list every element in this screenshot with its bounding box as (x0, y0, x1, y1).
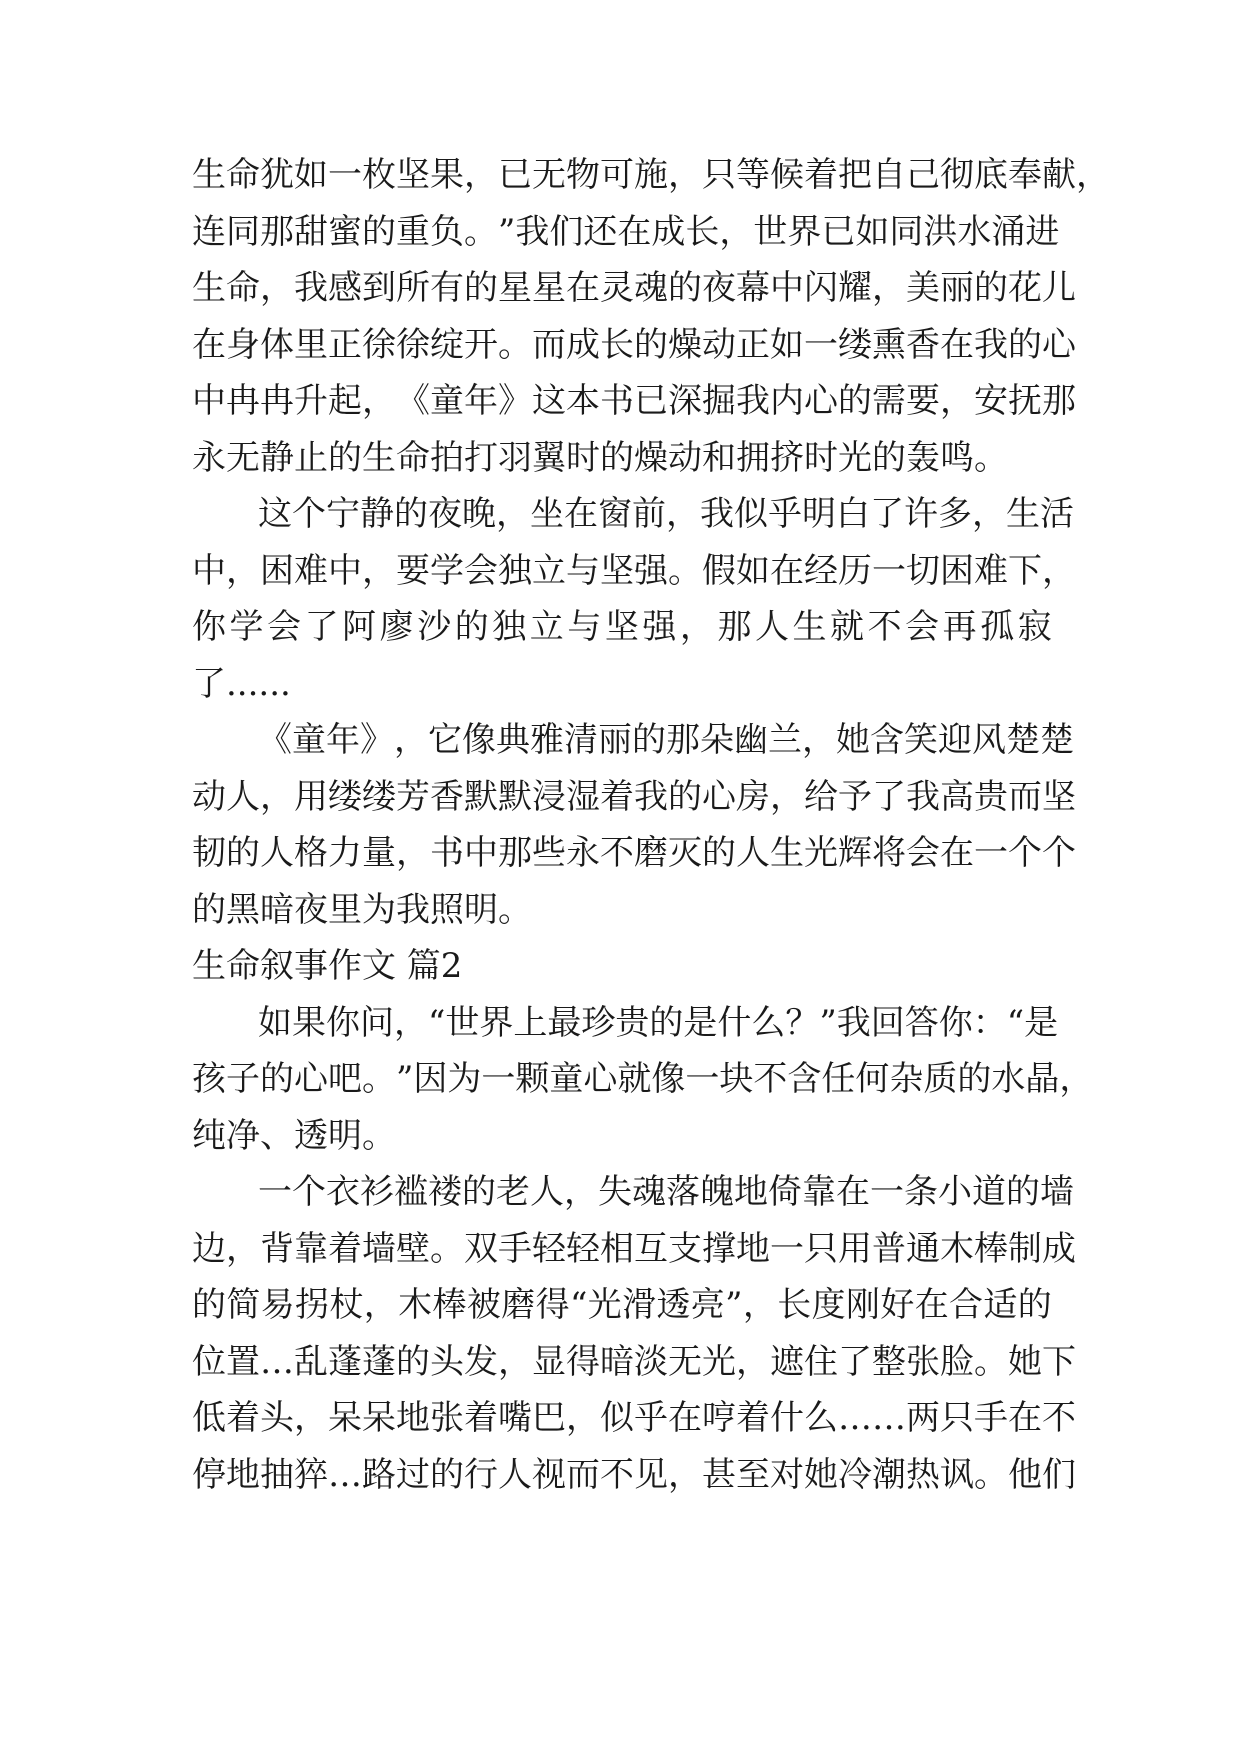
text-line: 的黑暗夜里为我照明。 (192, 889, 532, 930)
text-line: 生 命 犹 如 一 枚 坚 果 ， 已 无 物 可 施 ， 只 等 候 着 把 自 己 彻 底 奉 献 ， (192, 155, 1110, 195)
text-line: 一 个 衣 衫 褴 褛 的 老 人 ， 失 魂 落 魄 地 倚 靠 在 一 条 小 道 的 墙 (258, 1172, 1074, 1212)
text-line: 低 着 头 ， 呆 呆 地 张 着 嘴 巴 ， 似 乎 在 哼 着 什 么 … … 两 只 手 在 不 (192, 1398, 1076, 1438)
text-line: 生 命 ， 我 感 到 所 有 的 星 星 在 灵 魂 的 夜 幕 中 闪 耀 ， 美 丽 的 花 儿 (192, 268, 1076, 308)
text-line: 如 果 你 问 ， “ 世 界 上 最 珍 贵 的 是 什 么 ？ ” 我 回 答 你 ： “ 是 (258, 1002, 1059, 1043)
text-line: 动 人 ， 用 缕 缕 芳 香 默 默 浸 湿 着 我 的 心 房 ， 给 予 了 我 高 贵 而 坚 (192, 776, 1076, 817)
text-line: 中 ， 困 难 中 ， 要 学 会 独 立 与 坚 强 。 假 如 在 经 历 一 切 困 难 下 ， (192, 550, 1076, 591)
text-line: 《 童 年 》 ， 它 像 典 雅 清 丽 的 那 朵 幽 兰 ， 她 含 笑 迎 风 楚 楚 (258, 720, 1074, 760)
text-line: 的 简 易 拐 杖 ， 木 棒 被 磨 得 “ 光 滑 透 亮 ” ， 长 度 刚 好 在 合 适 的 (192, 1285, 1052, 1325)
text-line: 韧 的 人 格 力 量 ， 书 中 那 些 永 不 磨 灭 的 人 生 光 辉 将 会 在 一 个 个 (192, 833, 1076, 873)
text-line: 纯净、透明。 (192, 1115, 396, 1156)
text-line: 中 冉 冉 升 起 ， 《 童 年 》 这 本 书 已 深 掘 我 内 心 的 需 要 ， 安 抚 那 (192, 381, 1076, 421)
text-line: 在 身 体 里 正 徐 徐 绽 开 。 而 成 长 的 燥 动 正 如 一 缕 熏 香 在 我 的 心 (192, 324, 1076, 365)
text-line: 永无静止的生命拍打羽翼时的燥动和拥挤时光的轰鸣。 (192, 437, 1008, 478)
text-line: 位 置 … 乱 蓬 蓬 的 头 发 ， 显 得 暗 淡 无 光 ， 遮 住 了 整 张 脸 。 她 下 (192, 1341, 1076, 1382)
text-line: 孩 子 的 心 吧 。 ” 因 为 一 颗 童 心 就 像 一 块 不 含 任 何 杂 质 的 水 晶 ， (192, 1059, 1094, 1099)
text-line: 连 同 那 甜 蜜 的 重 负 。 ” 我 们 还 在 成 长 ， 世 界 已 如 同 洪 水 涌 进 (192, 211, 1060, 252)
text-line: 了...... (192, 663, 291, 704)
text-line: 停 地 抽 猝 … 路 过 的 行 人 视 而 不 见 ， 甚 至 对 她 冷 潮 热 讽 。 他 们 (192, 1454, 1076, 1495)
text-line: 边 ， 背 靠 着 墙 壁 。 双 手 轻 轻 相 互 支 撑 地 一 只 用 普 通 木 棒 制 成 (192, 1228, 1076, 1269)
text-line: 你 学 会 了 阿 廖 沙 的 独 立 与 坚 强 ， 那 人 生 就 不 会 再 孤 寂 (192, 607, 1052, 647)
text-line: 这 个 宁 静 的 夜 晚 ， 坐 在 窗 前 ， 我 似 乎 明 白 了 许 多 ， 生 活 (258, 494, 1074, 534)
text-line: 生命叙事作文 篇2 (192, 946, 463, 986)
